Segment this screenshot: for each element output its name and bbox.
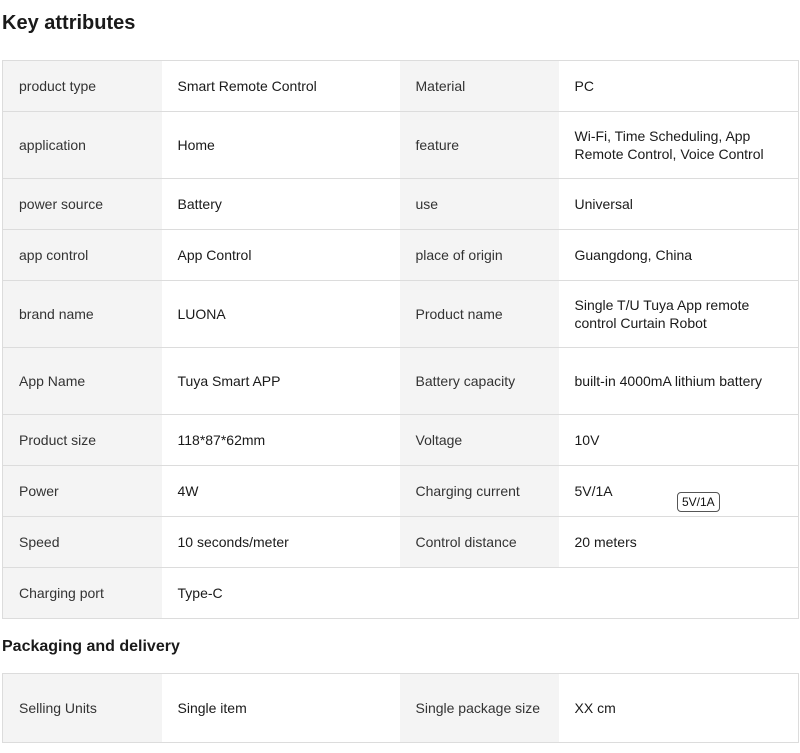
packaging-title: Packaging and delivery: [2, 638, 180, 655]
attribute-value: Home: [162, 112, 400, 179]
table-row: [3, 61, 799, 112]
key-attributes-title: Key attributes: [2, 12, 136, 34]
attribute-value: 10V: [559, 415, 799, 466]
table-row: [3, 281, 799, 348]
attribute-value: 118*87*62mm: [162, 415, 400, 466]
attribute-value: built-in 4000mA lithium battery: [559, 348, 799, 415]
empty-cell: [400, 568, 799, 619]
attribute-value: Battery: [162, 179, 400, 230]
table-row: [3, 415, 799, 466]
attribute-key: place of origin: [400, 230, 559, 281]
attribute-value: Single item: [162, 674, 400, 743]
attribute-key: Speed: [3, 517, 162, 568]
attribute-value: Universal: [559, 179, 799, 230]
attribute-value: Smart Remote Control: [162, 61, 400, 112]
table-row: [3, 179, 799, 230]
attribute-key: Material: [400, 61, 559, 112]
attribute-value: PC: [559, 61, 799, 112]
attribute-value: Type-C: [162, 568, 400, 619]
attribute-value: 5V/1A: [559, 466, 799, 517]
table-row: [3, 112, 799, 179]
attribute-value: Single T/U Tuya App remote control Curtain Robot: [559, 281, 799, 348]
value-tooltip: 5V/1A: [677, 492, 720, 512]
attribute-value: Tuya Smart APP: [162, 348, 400, 415]
attribute-key: Product size: [3, 415, 162, 466]
attribute-key: product type: [3, 61, 162, 112]
attribute-key: Single package size: [400, 674, 559, 743]
attribute-value: Guangdong, China: [559, 230, 799, 281]
attribute-key: Power: [3, 466, 162, 517]
attribute-key: power source: [3, 179, 162, 230]
attribute-value: XX cm: [559, 674, 799, 743]
table-row: [3, 517, 799, 568]
table-row: [3, 568, 799, 619]
attribute-key: Selling Units: [3, 674, 162, 743]
attribute-value: 10 seconds/meter: [162, 517, 400, 568]
attribute-value: LUONA: [162, 281, 400, 348]
attribute-key: App Name: [3, 348, 162, 415]
key-attributes-table: [2, 60, 799, 619]
attribute-key: Charging port: [3, 568, 162, 619]
attribute-key: app control: [3, 230, 162, 281]
attribute-value: 20 meters: [559, 517, 799, 568]
attribute-key: application: [3, 112, 162, 179]
attribute-value: Wi-Fi, Time Scheduling, App Remote Control, Voice Control: [559, 112, 799, 179]
attribute-key: Battery capacity: [400, 348, 559, 415]
attribute-value: 4W: [162, 466, 400, 517]
attribute-key: Control distance: [400, 517, 559, 568]
attribute-key: Product name: [400, 281, 559, 348]
table-row: [3, 230, 799, 281]
attribute-key: use: [400, 179, 559, 230]
attribute-key: Charging current: [400, 466, 559, 517]
attribute-key: feature: [400, 112, 559, 179]
attribute-key: Voltage: [400, 415, 559, 466]
packaging-table: [2, 673, 799, 743]
attribute-key: brand name: [3, 281, 162, 348]
table-row: [3, 674, 799, 743]
table-row: [3, 348, 799, 415]
attribute-value: App Control: [162, 230, 400, 281]
